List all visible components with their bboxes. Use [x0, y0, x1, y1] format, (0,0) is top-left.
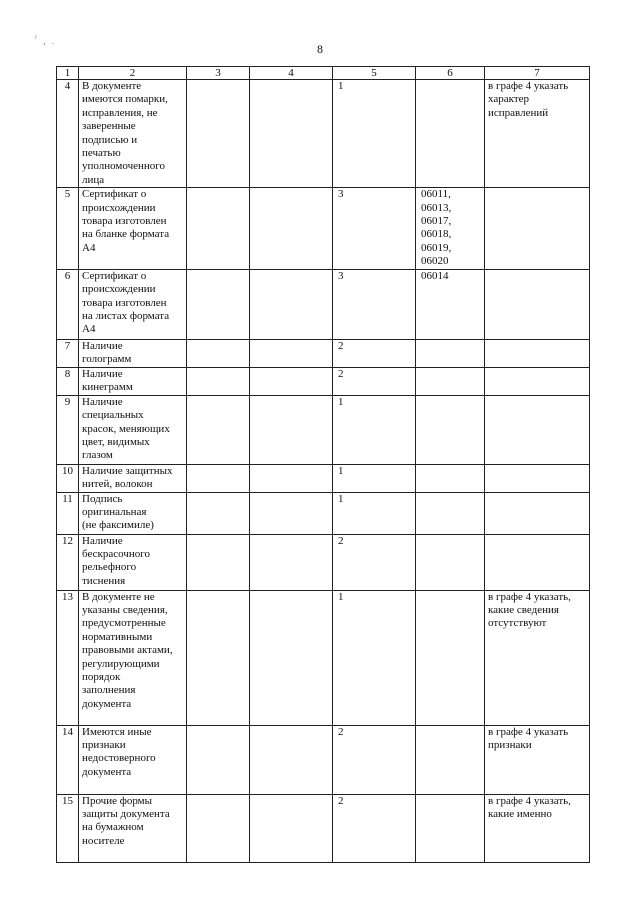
cell-col4: [250, 269, 333, 339]
row-description: Наличие защитных нитей, волокон: [79, 464, 187, 492]
cell-col3: [187, 725, 250, 794]
cell-col3: [187, 590, 250, 725]
cell-col6: [416, 464, 485, 492]
cell-col7: в графе 4 указать характер исправлений: [485, 80, 590, 188]
page-number: 8: [317, 42, 323, 56]
cell-col4: [250, 367, 333, 395]
cell-col4: [250, 339, 333, 367]
cell-col7: [485, 534, 590, 590]
cell-col4: [250, 534, 333, 590]
row-description: Наличие кинеграмм: [79, 367, 187, 395]
column-header: 5: [333, 67, 416, 80]
cell-col3: [187, 80, 250, 188]
cell-col7: [485, 188, 590, 269]
cell-col5: 3: [333, 188, 416, 269]
cell-col3: [187, 794, 250, 862]
cell-col6: [416, 395, 485, 464]
row-number: 7: [57, 339, 79, 367]
cell-col7: в графе 4 указать признаки: [485, 725, 590, 794]
cell-col5: 1: [333, 395, 416, 464]
row-description: В документе имеются помарки, исправления, не заверенные подписью и печатью уполномоченного лица: [79, 80, 187, 188]
cell-col4: [250, 80, 333, 188]
cell-col7: [485, 492, 590, 534]
cell-col5: 2: [333, 367, 416, 395]
column-header: 1: [57, 67, 79, 80]
cell-col4: [250, 188, 333, 269]
cell-col4: [250, 464, 333, 492]
cell-col5: 1: [333, 464, 416, 492]
row-description: Имеются иные признаки недостоверного документа: [79, 725, 187, 794]
column-header: 6: [416, 67, 485, 80]
row-description: Прочие формы защиты документа на бумажном носителе: [79, 794, 187, 862]
table-row: [57, 534, 590, 590]
table-row: [57, 794, 590, 862]
cell-col3: [187, 395, 250, 464]
row-number: 9: [57, 395, 79, 464]
row-description: Наличие специальных красок, меняющих цвет, видимых глазом: [79, 395, 187, 464]
cell-col7: [485, 269, 590, 339]
table-row: [57, 590, 590, 725]
cell-col3: [187, 492, 250, 534]
cell-col7: в графе 4 указать, какие сведения отсутствуют: [485, 590, 590, 725]
row-number: 13: [57, 590, 79, 725]
row-description: Подпись оригинальная (не факсимиле): [79, 492, 187, 534]
cell-col4: [250, 395, 333, 464]
cell-col5: 1: [333, 590, 416, 725]
row-number: 12: [57, 534, 79, 590]
checklist-table: [56, 66, 590, 863]
cell-col3: [187, 339, 250, 367]
scan-specks: ´́ , .: [34, 36, 56, 46]
cell-col4: [250, 492, 333, 534]
cell-col6: [416, 339, 485, 367]
row-number: 4: [57, 80, 79, 188]
row-description: В документе не указаны сведения, предусмотренные нормативными правовыми актами, регулирующими порядок заполнения документа: [79, 590, 187, 725]
column-header: 7: [485, 67, 590, 80]
table-row: [57, 80, 590, 188]
column-header: 3: [187, 67, 250, 80]
cell-col7: [485, 395, 590, 464]
cell-col6: [416, 725, 485, 794]
cell-col5: 1: [333, 80, 416, 188]
cell-col6: [416, 794, 485, 862]
cell-col6: [416, 367, 485, 395]
cell-col3: [187, 534, 250, 590]
cell-col7: [485, 339, 590, 367]
row-number: 15: [57, 794, 79, 862]
header-row: [57, 67, 590, 80]
table-row: [57, 269, 590, 339]
cell-col3: [187, 269, 250, 339]
cell-col7: [485, 367, 590, 395]
cell-col3: [187, 367, 250, 395]
cell-col6: [416, 80, 485, 188]
table-row: [57, 725, 590, 794]
cell-col6: 06014: [416, 269, 485, 339]
table-row: [57, 188, 590, 269]
table-row: [57, 464, 590, 492]
row-number: 8: [57, 367, 79, 395]
table-row: [57, 367, 590, 395]
column-header: 4: [250, 67, 333, 80]
row-description: Сертификат о происхождении товара изготовлен на листах формата А4: [79, 269, 187, 339]
cell-col4: [250, 725, 333, 794]
cell-col5: 1: [333, 492, 416, 534]
cell-col6: 06011, 06013, 06017, 06018, 06019, 06020: [416, 188, 485, 269]
cell-col5: 2: [333, 534, 416, 590]
cell-col7: [485, 464, 590, 492]
row-number: 10: [57, 464, 79, 492]
cell-col5: 2: [333, 794, 416, 862]
row-number: 5: [57, 188, 79, 269]
row-number: 6: [57, 269, 79, 339]
cell-col3: [187, 464, 250, 492]
cell-col5: 2: [333, 339, 416, 367]
row-description: Наличие бескрасочного рельефного тиснения: [79, 534, 187, 590]
cell-col3: [187, 188, 250, 269]
cell-col5: 3: [333, 269, 416, 339]
cell-col4: [250, 590, 333, 725]
row-number: 11: [57, 492, 79, 534]
cell-col7: в графе 4 указать, какие именно: [485, 794, 590, 862]
table-row: [57, 492, 590, 534]
row-description: Наличие голограмм: [79, 339, 187, 367]
table-row: [57, 395, 590, 464]
column-header: 2: [79, 67, 187, 80]
table-row: [57, 339, 590, 367]
cell-col5: 2: [333, 725, 416, 794]
cell-col6: [416, 534, 485, 590]
row-number: 14: [57, 725, 79, 794]
cell-col6: [416, 492, 485, 534]
cell-col4: [250, 794, 333, 862]
row-description: Сертификат о происхождении товара изготовлен на бланке формата А4: [79, 188, 187, 269]
cell-col6: [416, 590, 485, 725]
